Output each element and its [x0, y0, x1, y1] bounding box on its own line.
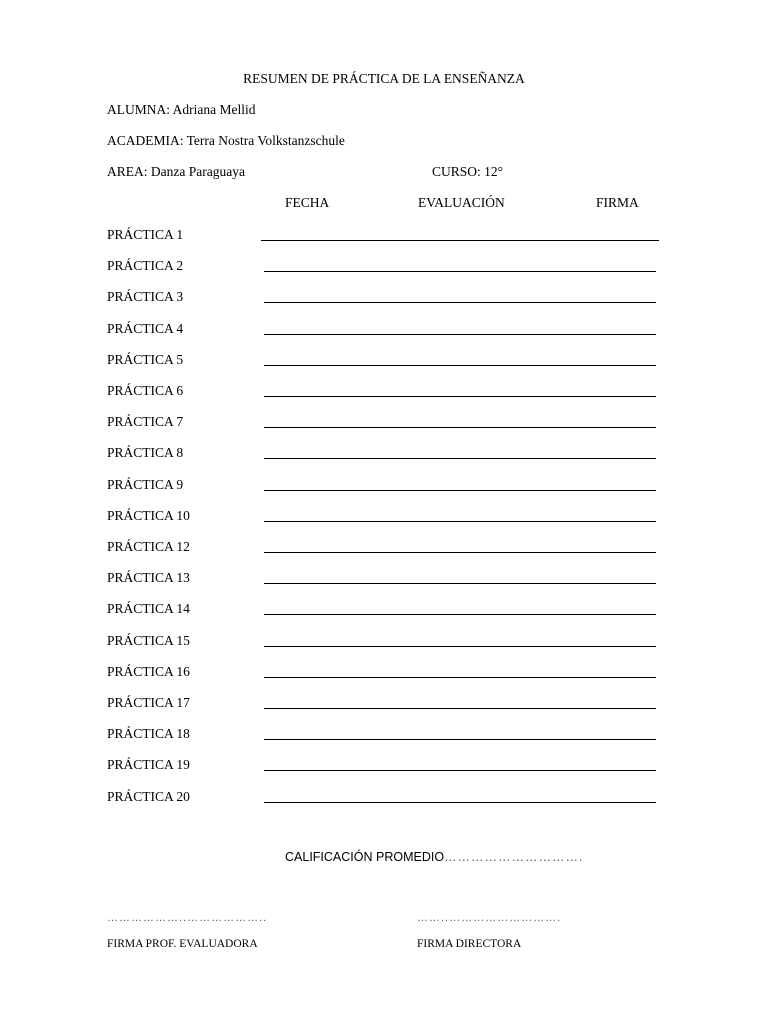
- column-header-fecha: FECHA: [285, 195, 330, 210]
- director-signature-label: FIRMA DIRECTORA: [417, 938, 522, 950]
- practice-label: PRÁCTICA 15: [107, 633, 190, 648]
- practice-entry-line: [264, 552, 656, 553]
- average-grade-row: [285, 850, 584, 864]
- practice-label: PRÁCTICA 2: [107, 258, 184, 273]
- practice-label: PRÁCTICA 12: [107, 539, 190, 554]
- practice-entry-line: [264, 334, 656, 335]
- practice-entry-line: [264, 302, 656, 303]
- practice-entry-line: [264, 739, 656, 740]
- practice-entry-line: [264, 614, 656, 615]
- column-header-evaluacion: EVALUACIÓN: [418, 195, 505, 210]
- practice-label: PRÁCTICA 16: [107, 664, 190, 679]
- practice-label: PRÁCTICA 10: [107, 508, 190, 523]
- practice-entry-line: [264, 458, 656, 459]
- academy-name: ACADEMIA: Terra Nostra Volkstanzschule: [107, 133, 345, 148]
- practice-label: PRÁCTICA 4: [107, 321, 184, 336]
- practice-label: PRÁCTICA 7: [107, 414, 184, 429]
- practice-entry-line: [264, 583, 656, 584]
- practice-label: PRÁCTICA 13: [107, 570, 190, 585]
- practice-entry-line: [264, 770, 656, 771]
- practice-entry-line: [264, 271, 656, 272]
- practice-entry-line: [264, 490, 656, 491]
- average-grade-dots: ………………………….: [444, 850, 584, 864]
- signature-line-right: ……..……………………….: [417, 912, 562, 924]
- signature-line-left: ………………..………………..: [107, 912, 268, 924]
- course-field: CURSO: 12°: [432, 164, 504, 179]
- area-field: AREA: Danza Paraguaya: [107, 164, 245, 179]
- practice-entry-line: [264, 708, 656, 709]
- average-grade-label: CALIFICACIÓN PROMEDIO: [285, 850, 445, 864]
- practice-label: PRÁCTICA 18: [107, 726, 190, 741]
- practice-entry-line: [264, 427, 656, 428]
- practice-label: PRÁCTICA 17: [107, 695, 190, 710]
- practice-label: PRÁCTICA 6: [107, 383, 184, 398]
- practice-entry-line: [264, 396, 656, 397]
- practice-label: PRÁCTICA 1: [107, 227, 184, 242]
- practice-entry-line: [264, 365, 656, 366]
- practice-label: PRÁCTICA 14: [107, 601, 190, 616]
- practice-label: PRÁCTICA 3: [107, 289, 184, 304]
- practice-entry-line: [264, 646, 656, 647]
- practice-entry-line: [264, 677, 656, 678]
- practice-label: PRÁCTICA 9: [107, 477, 184, 492]
- practice-entry-line: [264, 802, 656, 803]
- practice-label: PRÁCTICA 8: [107, 445, 184, 460]
- evaluator-signature-label: FIRMA PROF. EVALUADORA: [107, 938, 258, 950]
- practice-label: PRÁCTICA 20: [107, 789, 190, 804]
- student-name: ALUMNA: Adriana Mellid: [107, 102, 256, 117]
- column-header-firma: FIRMA: [596, 195, 639, 210]
- practice-label: PRÁCTICA 19: [107, 757, 190, 772]
- practice-entry-line: [261, 240, 659, 241]
- page-title: RESUMEN DE PRÁCTICA DE LA ENSEÑANZA: [243, 71, 525, 86]
- practice-label: PRÁCTICA 5: [107, 352, 184, 367]
- practice-entry-line: [264, 521, 656, 522]
